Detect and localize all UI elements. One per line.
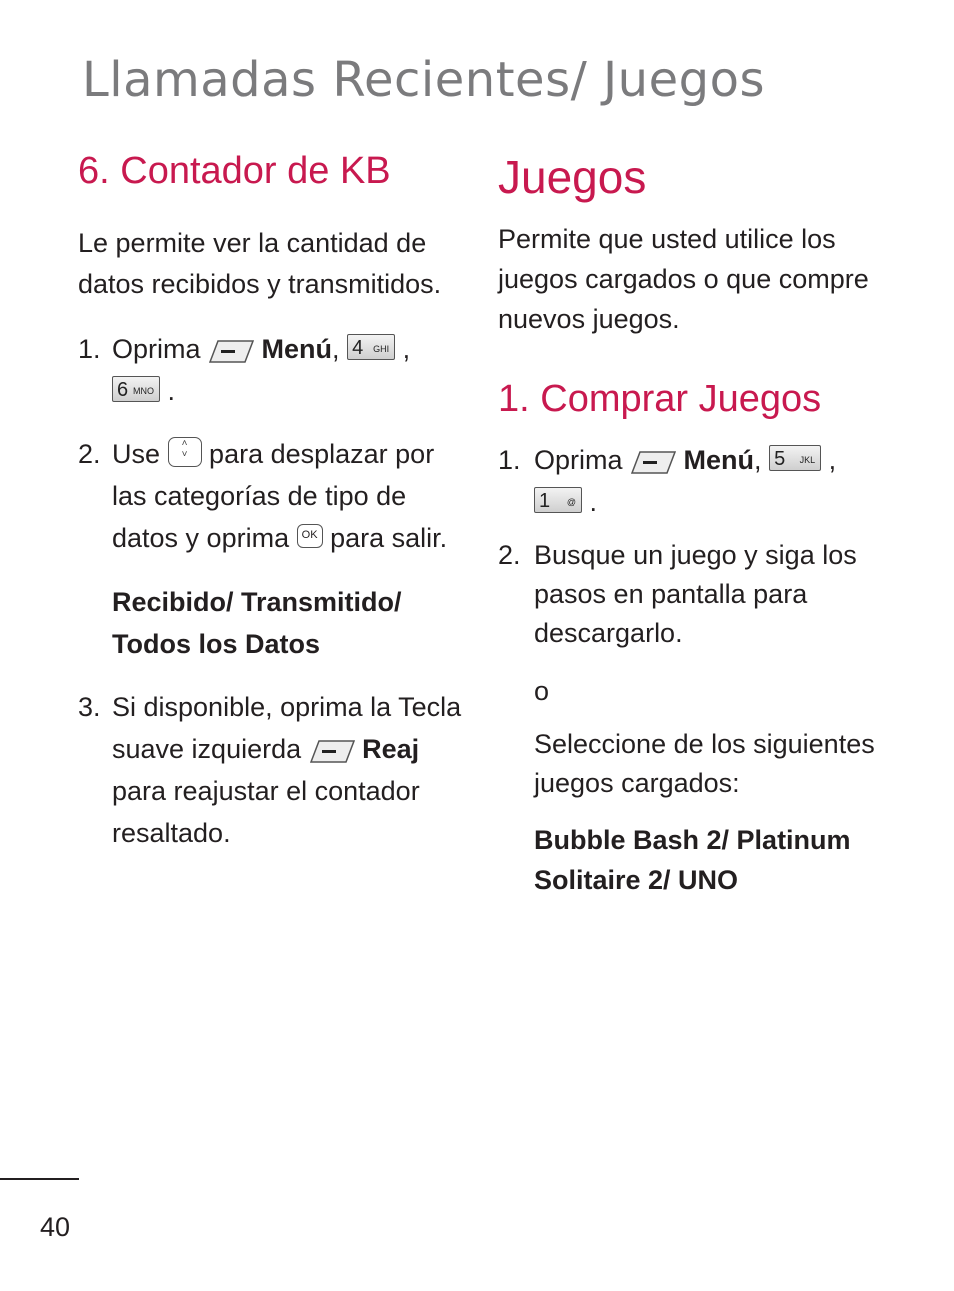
kb-intro: Le permite ver la cantidad de datos recibidos y transmitidos. bbox=[78, 228, 442, 299]
key-4-icon: 4 GHI bbox=[347, 334, 395, 360]
page-title: Llamadas Recientes/ Juegos bbox=[82, 52, 765, 108]
kb-options: Recibido/ Transmitido/ Todos los Datos bbox=[112, 587, 402, 659]
left-softkey-icon bbox=[309, 734, 355, 760]
section-title-comprar: 1. Comprar Juegos bbox=[498, 378, 822, 420]
juegos-intro: Permite que usted utilice los juegos cargados o que compre nuevos juegos. bbox=[498, 224, 869, 334]
left-softkey-icon bbox=[208, 334, 254, 360]
section-title-kb: 6. Contador de KB bbox=[78, 150, 391, 192]
key-5-icon: 5 JKL bbox=[769, 445, 821, 471]
left-softkey-icon bbox=[630, 445, 676, 471]
footer-rule bbox=[0, 1178, 79, 1180]
section-title-juegos: Juegos bbox=[498, 151, 647, 203]
key-6-icon: 6 MNO bbox=[112, 376, 160, 402]
or-text: o bbox=[534, 676, 550, 706]
games-list: Bubble Bash 2/ Platinum Solitaire 2/ UNO bbox=[534, 825, 851, 895]
key-1-icon: 1 @ bbox=[534, 487, 582, 513]
ok-key-icon: OK bbox=[297, 524, 323, 548]
page-number: 40 bbox=[40, 1212, 71, 1242]
select-text: Seleccione de los siguientes juegos cargados: bbox=[534, 729, 875, 798]
nav-key-icon: ˄ ˅ bbox=[168, 437, 202, 467]
